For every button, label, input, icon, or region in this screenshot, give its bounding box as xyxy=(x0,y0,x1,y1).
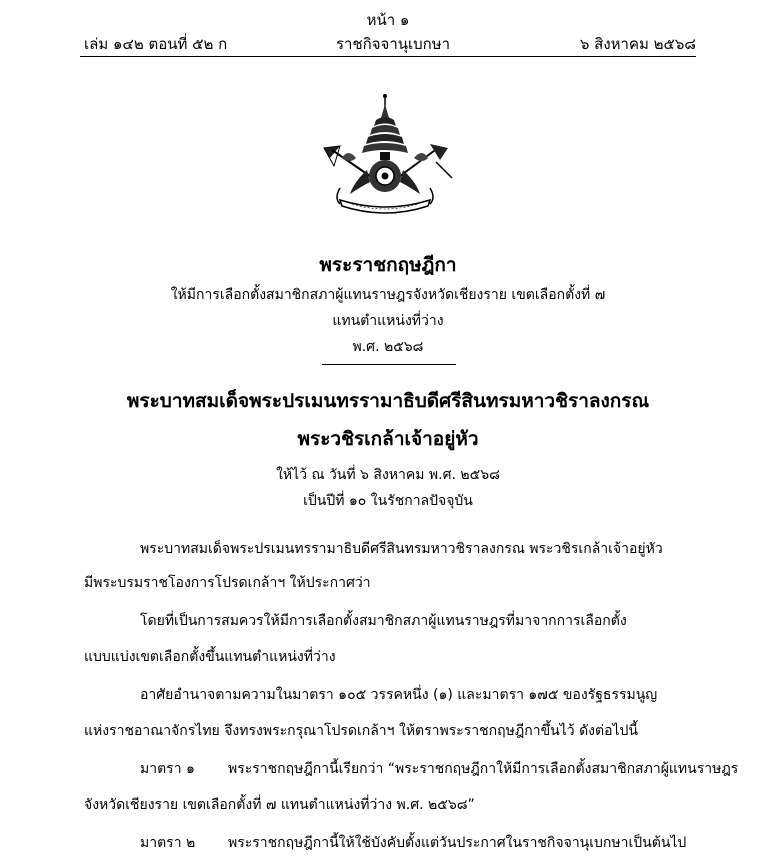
publish-date: ๖ สิงหาคม ๒๕๖๘ xyxy=(579,35,696,53)
volume-info: เล่ม ๑๔๒ ตอนที่ ๕๒ ก xyxy=(84,35,228,53)
paragraph-2-line2: แบบแบ่งเขตเลือกตั้งขึ้นแทนตำแหน่งที่ว่าง xyxy=(84,649,336,665)
paragraph-1-line1: พระบาทสมเด็จพระปรเมนทรรามาธิบดีศรีสินทรมหาวชิราลงกรณ พระวชิรเกล้าเจ้าอยู่หัว xyxy=(140,541,663,557)
given-date-line2: เป็นปีที่ ๑๐ ในรัชกาลปัจจุบัน xyxy=(303,493,473,509)
king-name-line2: พระวชิรเกล้าเจ้าอยู่หัว xyxy=(297,428,479,450)
decree-subtitle-line2: แทนตำแหน่งที่ว่าง xyxy=(332,313,444,329)
royal-emblem-icon xyxy=(310,88,460,218)
king-name-line1: พระบาทสมเด็จพระปรเมนทรรามาธิบดีศรีสินทรมหาวชิราลงกรณ xyxy=(126,390,650,412)
section-1-line2: จังหวัดเชียงราย เขตเลือกตั้งที่ ๗ แทนตำแหน่งที่ว่าง พ.ศ. ๒๕๖๘” xyxy=(84,797,475,813)
paragraph-1-line2: มีพระบรมราชโองการโปรดเกล้าฯ ให้ประกาศว่า xyxy=(84,575,371,591)
title-rule xyxy=(322,364,456,365)
section-2-label: มาตรา ๒ xyxy=(140,835,196,851)
decree-year: พ.ศ. ๒๕๖๘ xyxy=(352,339,424,355)
paragraph-2-line1: โดยที่เป็นการสมควรให้มีการเลือกตั้งสมาชิกสภาผู้แทนราษฎรที่มาจากการเลือกตั้ง xyxy=(140,613,627,629)
gazette-name: ราชกิจจานุเบกษา xyxy=(336,35,451,53)
paragraph-3-line1: อาศัยอำนาจตามความในมาตรา ๑๐๕ วรรคหนึ่ง (๑) และมาตรา ๑๗๕ ของรัฐธรรมนูญ xyxy=(140,687,658,703)
decree-subtitle-line1: ให้มีการเลือกตั้งสมาชิกสภาผู้แทนราษฎรจังหวัดเชียงราย เขตเลือกตั้งที่ ๗ xyxy=(170,287,606,303)
given-date-line1: ให้ไว้ ณ วันที่ ๖ สิงหาคม พ.ศ. ๒๕๖๘ xyxy=(276,467,500,483)
section-2-line1: พระราชกฤษฎีกานี้ให้ใช้บังคับตั้งแต่วันประกาศในราชกิจจานุเบกษาเป็นต้นไป xyxy=(228,835,687,851)
section-1-line1: พระราชกฤษฎีกานี้เรียกว่า “พระราชกฤษฎีกาให้มีการเลือกตั้งสมาชิกสภาผู้แทนราษฎร xyxy=(228,761,739,777)
section-1-label: มาตรา ๑ xyxy=(140,761,195,777)
page-number: หน้า ๑ xyxy=(366,11,410,29)
decree-title: พระราชกฤษฎีกา xyxy=(319,254,457,276)
header-rule xyxy=(80,56,696,57)
paragraph-3-line2: แห่งราชอาณาจักรไทย จึงทรงพระกรุณาโปรดเกล้าฯ ให้ตราพระราชกฤษฎีกาขึ้นไว้ ดังต่อไปนี้ xyxy=(84,723,639,739)
